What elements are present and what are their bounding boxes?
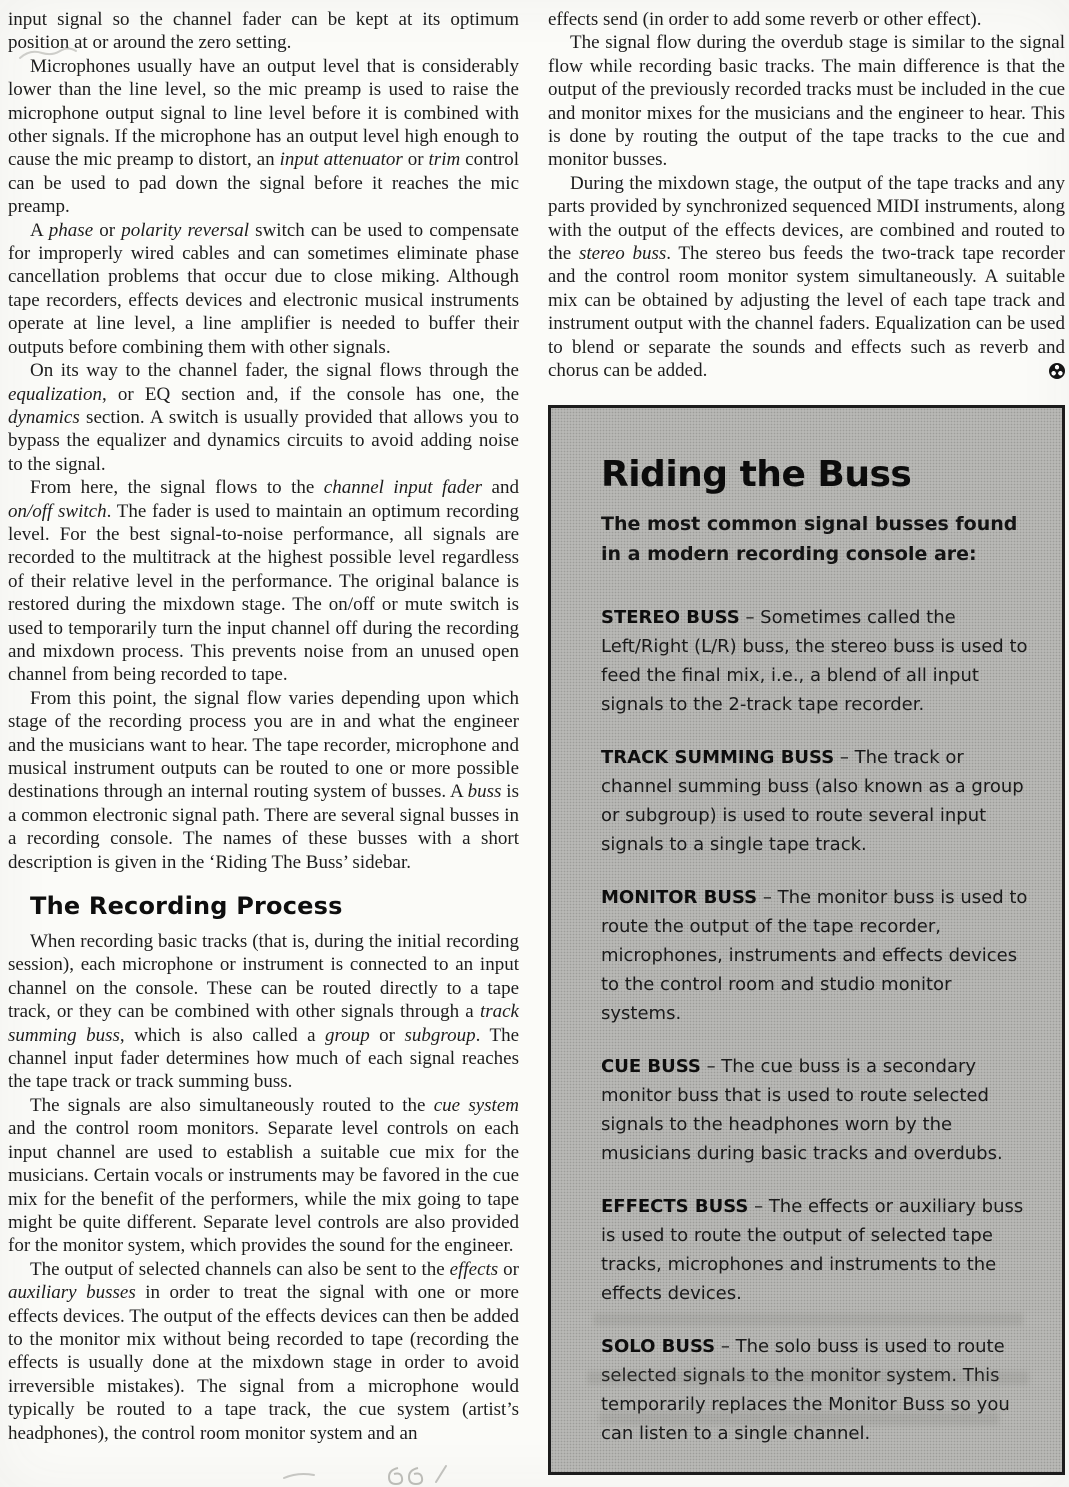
paragraph: The output of selected channels can also be sent to the effects or auxiliary busses in order to treat the signal with one or more effects devices. The output of the effects devices can then be added to the monitor mix without being recorded to tape (recording the effects is usually done at the mixdown stage in order to avoid irreversible mistakes). The signal from a microphone would typically be routed to a tape track, the cue system (artist’s headphones), the control room monitor system and an [8,1258,519,1444]
buss-term: SOLO BUSS [601,1335,716,1357]
buss-description: – The monitor buss is used to route the output of the tape recorder, microphones, instruments and effects devices to the control room and studio monitor systems. [601,886,1028,1024]
buss-entry [601,1332,1034,1448]
paragraph: When recording basic tracks (that is, during the initial recording session), each microphone or instrument is connected to an input channel on the console. These can be routed directly to a tape track, or they can be combined with other signals through a track summing buss, which is also called a group or subgroup. The channel input fader determines how much of each signal reaches the tape track or track summing buss. [8,931,519,1093]
right-column [548,8,1065,1487]
buss-description: – The track or channel summing buss (also known as a group or subgroup) is used to route several input signals to a single tape track. [601,746,1024,855]
buss-term: TRACK SUMMING BUSS [601,746,835,768]
paragraph: On its way to the channel fader, the signal flows through the equalization, or EQ section and, if the console has one, the dynamics section. A switch is usually provided that allows you to bypass the equalizer and dynamics circuits to avoid adding noise to the signal. [8,360,519,475]
buss-term: MONITOR BUSS [601,886,758,908]
sidebar-title: Riding the Buss [601,453,912,495]
buss-entry [601,883,1034,1028]
left-column-top-paragraphs [8,8,519,874]
paragraph: During the mixdown stage, the output of the tape tracks and any parts provided by synchronized sequenced MIDI instruments, along with the output of the effects devices, are combined and routed to the stereo buss. The stereo bus feeds the two-track tape recorder and the control room monitor system simultaneously. A suitable mix can be obtained by adjusting the level of each tape track and instrument output with the channel faders. Equalization can be used to blend or separate the sounds and effects such as reverb and chorus can be added. [548,172,1065,382]
buss-entry [601,743,1034,859]
paragraph: The signal flow during the overdub stage is similar to the signal flow while recording basic tracks. The main difference is that the output of the previously recorded tracks must be included in the cue and monitor mixes for the musicians and the engineer to hear. This is done by routing the output of the tape tracks to the cue and monitor busses. [548,32,1065,171]
paragraph: input signal so the channel fader can be kept at its optimum position at or around the zero setting. [8,9,519,54]
paragraph: The signals are also simultaneously routed to the cue system and the control room monitors. Separate level controls on each input channel are used to establish a suitable cue mix for the musicians. Certain vocals or instruments may be favored in the cue mix for the benefit of the performers, while the mix going to tape might be quite different. Separate level controls are also provided for the monitor system, which provides the sound for the engineer. [8,1094,519,1257]
buss-term: CUE BUSS [601,1055,701,1077]
paragraph: A phase or polarity reversal switch can be used to compensate for improperly wired cables and can sometimes eliminate phase cancellation problems that occur due to close miking. Although tape recorders, effects devices and electronic musical instruments operate at line level, a line amplifier is needed to buffer their outputs before combining them with other signals. [8,219,519,358]
left-column-bottom-paragraphs [8,930,519,1445]
buss-entry [601,1192,1034,1308]
buss-entry [601,603,1034,719]
buss-description: – The solo buss is used to route selected signals to the monitor system. This temporarily replaces the Monitor Buss so you can listen to a single channel. [601,1335,1010,1444]
paragraph: From here, the signal flows to the channel input fader and on/off switch. The fader is used to maintain an optimum recording level. For the best signal-to-noise performance, all signals are recorded to the multitrack at the highest possible level regardless of their relative level in the performance. The original balance is restored during the mixdown stage. The on/off or mute switch is used to temporarily turn the input channel off during the recording and mixdown process. This prevents noise from an unused open channel from being recorded to tape. [8,477,519,686]
sidebar-intro: The most common signal busses found in a modern recording console are: [601,512,1018,565]
left-column [8,8,519,1487]
paragraph: Microphones usually have an output level that is considerably lower than the line level, so the mic preamp is used to raise the microphone output signal to line level before it is combined with other signals. If the microphone has an output level high enough to cause the mic preamp to distort, an input attenuator or trim control can be used to pad down the signal before it reaches the mic preamp. [8,55,519,218]
buss-entry [601,1052,1034,1168]
buss-description: – The effects or auxiliary buss is used to route the output of selected tape tracks, microphones and instruments to the effects devices. [601,1195,1024,1304]
riding-the-buss-sidebar [548,405,1065,1475]
paragraph: From this point, the signal flow varies depending upon which stage of the recording process you are in and what the engineer and the musicians want to hear. The tape recorder, microphone and musical instrument outputs can be routed to one or more possible destinations through an internal routing system of busses. A buss is a common electronic signal path. There are several signal busses in a recording console. The names of these busses with a short description is given in the ‘Riding The Buss’ sidebar. [8,687,519,873]
buss-description: – Sometimes called the Left/Right (L/R) buss, the stereo buss is used to feed the final mix, i.e., a blend of all input signals to the 2-track tape recorder. [601,606,1028,715]
section-heading: The Recording Process [30,892,343,921]
buss-term: EFFECTS BUSS [601,1195,749,1217]
paragraph: effects send (in order to add some reverb or other effect). [548,9,982,30]
buss-description: – The cue buss is a secondary monitor buss that is used to route selected signals to the headphones worn by the musicians during basic tracks and overdubs. [601,1055,1003,1164]
sidebar-entries [601,603,1034,1448]
buss-term: STEREO BUSS [601,606,740,628]
right-column-paragraphs [548,8,1065,383]
